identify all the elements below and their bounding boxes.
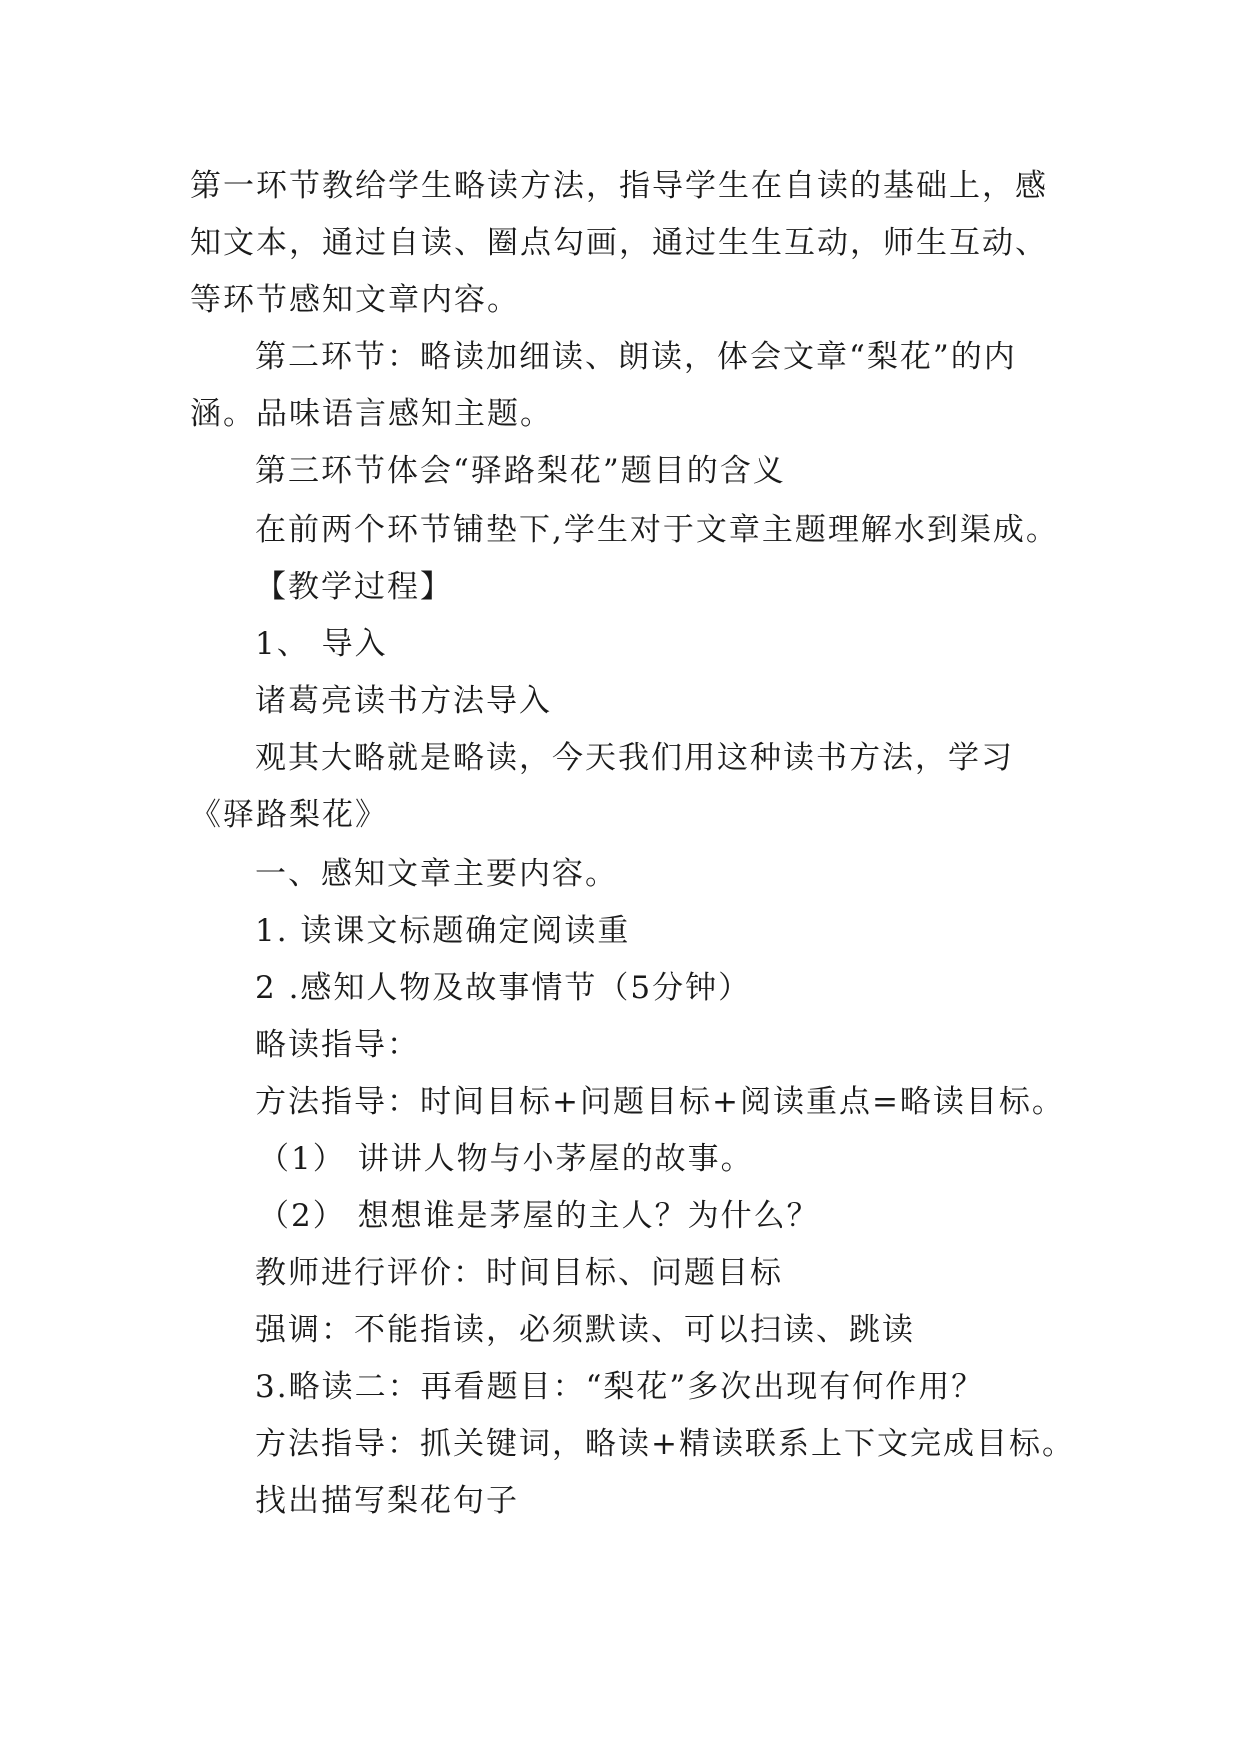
list-item: 3.略读二：再看题目：“梨花”多次出现有何作用？ (255, 1369, 985, 1405)
paragraph-line: 略读指导： (255, 1027, 420, 1063)
paragraph-line: 涵。品味语言感知主题。 (190, 396, 553, 432)
list-item: 2 .感知人物及故事情节（5分钟） (255, 970, 752, 1006)
list-item: 1. 读课文标题确定阅读重 (255, 913, 631, 949)
paragraph-line: 方法指导：时间目标+问题目标+阅读重点=略读目标。 (255, 1084, 1065, 1120)
paragraph-line: 观其大略就是略读，今天我们用这种读书方法，学习 (255, 740, 1014, 776)
paragraph-line: 方法指导：抓关键词，略读+精读联系上下文完成目标。 (255, 1426, 1075, 1462)
paragraph-line: 找出描写梨花句子 (255, 1483, 519, 1519)
numbered-heading: 1、 导入 (255, 626, 388, 662)
section-heading: 【教学过程】 (255, 569, 453, 605)
list-item: （1） 讲讲人物与小茅屋的故事。 (258, 1141, 754, 1177)
paragraph-line: 诸葛亮读书方法导入 (255, 683, 552, 719)
section-heading: 一、感知文章主要内容。 (255, 856, 618, 892)
paragraph-line: 第三环节体会“驿路梨花”题目的含义 (255, 453, 786, 489)
paragraph-line: 在前两个环节铺垫下,学生对于文章主题理解水到渠成。 (255, 512, 1059, 548)
paragraph-line: 教师进行评价：时间目标、问题目标 (255, 1255, 783, 1291)
list-item: （2） 想想谁是茅屋的主人？为什么？ (258, 1198, 820, 1234)
paragraph-line: 第一环节教给学生略读方法，指导学生在自读的基础上，感 (190, 168, 1048, 204)
paragraph-line: 等环节感知文章内容。 (190, 282, 520, 318)
paragraph-line: 强调：不能指读，必须默读、可以扫读、跳读 (255, 1312, 915, 1348)
paragraph-line: 《驿路梨花》 (190, 797, 388, 833)
paragraph-line: 第二环节：略读加细读、朗读，体会文章“梨花”的内 (255, 339, 1017, 375)
paragraph-line: 知文本，通过自读、圈点勾画，通过生生互动，师生互动、 (190, 225, 1048, 261)
